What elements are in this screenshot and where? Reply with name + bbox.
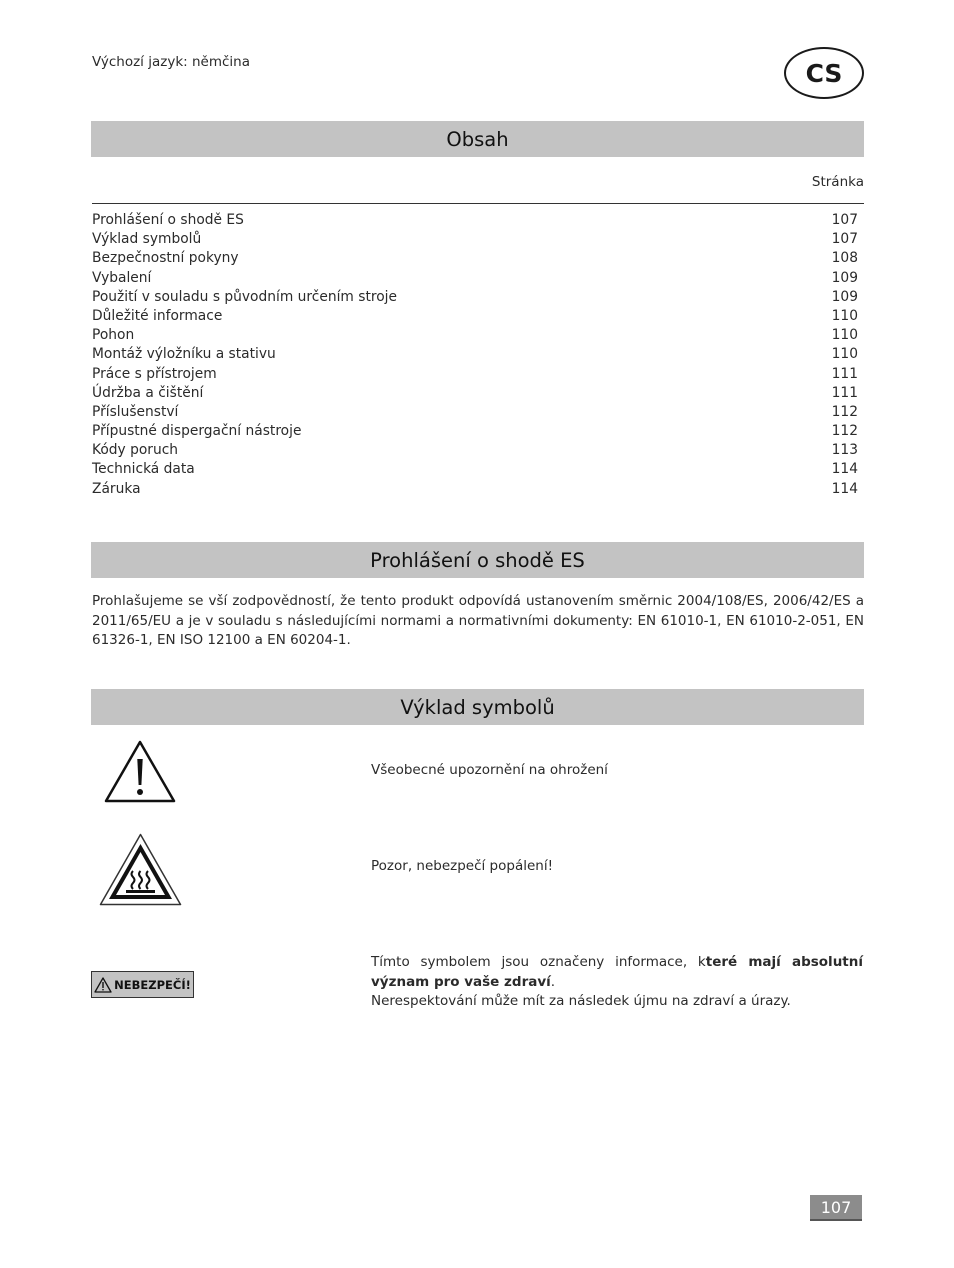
toc-item-title: Práce s přístrojem xyxy=(92,365,217,382)
toc-item-title: Pohon xyxy=(92,327,135,344)
toc-item-title: Údržba a čištění xyxy=(92,384,204,401)
toc-list xyxy=(92,211,858,499)
toc-item-page: 108 xyxy=(831,250,858,267)
hot-surface-text: Pozor, nebezpečí popálení! xyxy=(371,858,554,874)
toc-item-page: 111 xyxy=(831,365,858,382)
toc-item-page: 107 xyxy=(831,212,858,228)
page-number: 107 xyxy=(810,1195,862,1221)
toc-item-title: Použití v souladu s původním určením stroje xyxy=(92,288,397,305)
toc-item xyxy=(92,230,858,249)
toc-item-page: 109 xyxy=(831,269,858,286)
danger-text-bold: teré mají absolutní význam pro vaše zdraví xyxy=(371,954,863,990)
toc-item-page: 110 xyxy=(831,307,858,324)
toc-item-title: Kódy poruch xyxy=(92,442,179,459)
section-header-contents: Obsah xyxy=(91,121,864,157)
toc-item xyxy=(92,326,858,345)
danger-badge xyxy=(91,971,194,998)
danger-text-start: Tímto symbolem jsou označeny informace, k xyxy=(371,954,706,970)
danger-text xyxy=(371,953,863,1012)
toc-item-page: 114 xyxy=(831,480,858,497)
toc-item-title: Technická data xyxy=(92,461,195,478)
toc-item xyxy=(92,384,858,403)
toc-item xyxy=(92,441,858,460)
toc-item-title: Prohlášení o shodě ES xyxy=(92,212,244,228)
toc-page-column-label: Stránka xyxy=(811,174,864,190)
toc-item-page: 107 xyxy=(831,231,858,248)
toc-item-title: Důležité informace xyxy=(92,307,223,324)
toc-item-page: 114 xyxy=(831,461,858,478)
toc-item xyxy=(92,269,858,288)
toc-item-page: 112 xyxy=(831,403,858,420)
toc-item-title: Vybalení xyxy=(92,269,152,286)
toc-item-page: 112 xyxy=(831,423,858,440)
toc-item-page: 111 xyxy=(831,384,858,401)
toc-item xyxy=(92,422,858,441)
toc-item xyxy=(92,307,858,326)
toc-item-page: 113 xyxy=(831,442,858,459)
toc-item-title: Přípustné dispergační nástroje xyxy=(92,423,302,440)
toc-item-title: Záruka xyxy=(92,480,141,497)
toc-item-page: 109 xyxy=(831,288,858,305)
toc-item-page: 110 xyxy=(831,327,858,344)
danger-warning-icon xyxy=(94,977,112,993)
toc-item-title: Bezpečnostní pokyny xyxy=(92,250,239,267)
danger-badge-label: NEBEZPEČÍ! xyxy=(114,977,191,992)
danger-text-second: Nerespektování může mít za následek újmu na zdraví a úrazy. xyxy=(371,993,791,1009)
toc-item xyxy=(92,211,858,230)
declaration-text: Prohlašujeme se vší zodpovědností, že tento produkt odpovídá ustanovením směrnic 2004/108/ES, 2006/42/ES a 2011/65/EU a je v souladu s následujícími normami a normativními dokumenty: EN 61010-1, EN 61010-2-051, EN 61326-1, EN ISO 12100 a EN 60204-1. xyxy=(92,593,864,648)
danger-text-first xyxy=(371,953,863,992)
toc-item xyxy=(92,460,858,479)
toc-item-title: Montáž výložníku a stativu xyxy=(92,346,276,363)
toc-item xyxy=(92,365,858,384)
toc-item xyxy=(92,288,858,307)
toc-item xyxy=(92,249,858,268)
toc-item-page: 110 xyxy=(831,346,858,363)
toc-item-title: Příslušenství xyxy=(92,403,179,420)
warning-triangle-icon xyxy=(104,740,176,804)
section-header-symbols: Výklad symbolů xyxy=(91,689,864,725)
language-note: Výchozí jazyk: němčina xyxy=(92,54,250,70)
hot-surface-icon xyxy=(99,833,182,906)
toc-item-title: Výklad symbolů xyxy=(92,231,202,248)
toc-item xyxy=(92,480,858,499)
language-code-badge: CS xyxy=(784,47,864,99)
danger-text-end: . xyxy=(550,973,556,990)
toc-divider xyxy=(92,203,864,204)
toc-item xyxy=(92,403,858,422)
section-header-declaration: Prohlášení o shodě ES xyxy=(91,542,864,578)
toc-item xyxy=(92,345,858,364)
general-warning-text: Všeobecné upozornění na ohrožení xyxy=(371,762,608,778)
